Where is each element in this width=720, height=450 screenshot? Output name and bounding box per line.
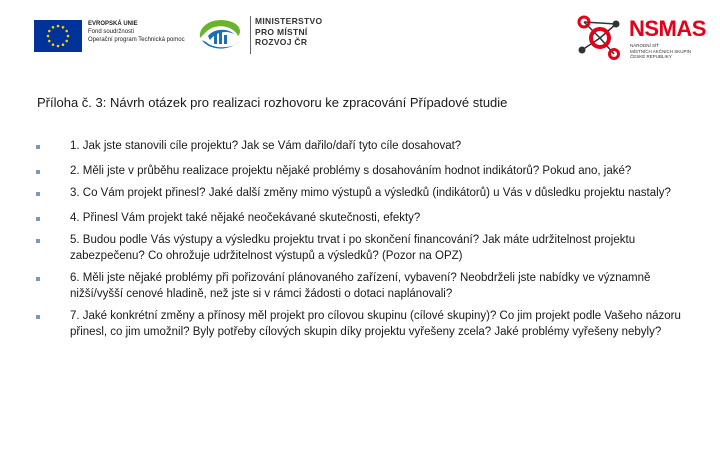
ministry-line: PRO MÍSTNÍ <box>255 26 308 37</box>
question-text: 2. Měli jste v průběhu realizace projektu nějaké problémy s dosahováním hodnot indikátorů? Pokud ano, jaké? <box>70 164 632 177</box>
nsmas-name: NSMAS <box>629 16 706 41</box>
page-title: Příloha č. 3: Návrh otázek pro realizaci rozhovoru ke zpracování Případové studie <box>37 95 508 110</box>
list-item <box>36 164 696 180</box>
eu-line: EVROPSKÁ UNIE <box>88 21 138 27</box>
question-text: 7. Jaké konkrétní změny a přínosy měl projekt pro cílovou skupinu (cílové skupiny)? Co jim projekt podle Vašeho názoru přinesl, co jim umožnil? Byly potřeby cílových skupin díky projektu vyřešeny zcela? Jaké problémy vyřešeny nebyly? <box>70 310 681 338</box>
nsmas-line: ČESKÉ REPUBLIKY <box>630 54 672 59</box>
eu-fund-text <box>88 20 185 44</box>
ministry-name <box>255 16 322 48</box>
ministry-line: MINISTERSTVO <box>255 16 323 26</box>
list-item <box>36 211 696 227</box>
mmr-divider <box>250 16 251 54</box>
mmr-logo-icon <box>194 14 246 56</box>
bullet-icon <box>36 315 40 319</box>
question-text: 1. Jak jste stanovili cíle projektu? Jak se Vám dařilo/daří tyto cíle dosahovat? <box>70 140 462 152</box>
question-text: 5. Budou podle Vás výstupy a výsledku projektu trvat i po skončení financování? Jak máte udržitelnost projektu zabezpečenu? Co ohrožuje udržitelnost výstupů a výsledků? (Pozor na OPZ) <box>70 234 636 262</box>
bullet-icon <box>36 192 40 196</box>
question-text: 4. Přinesl Vám projekt také nějaké neočekávané skutečnosti, efekty? <box>70 211 421 224</box>
bullet-icon <box>36 145 40 149</box>
list-item <box>36 233 696 264</box>
bullet-icon <box>36 217 40 221</box>
nsmas-logo-icon <box>572 10 628 66</box>
list-item <box>36 271 696 302</box>
bullet-icon <box>36 277 40 281</box>
eu-line: Operační program Technická pomoc <box>88 37 185 43</box>
bullet-icon <box>36 170 40 174</box>
nsmas-line: NÁRODNÍ SÍŤ <box>630 43 660 48</box>
nsmas-line: MÍSTNÍCH AKČNÍCH SKUPIN <box>630 48 692 54</box>
list-item <box>36 186 696 202</box>
eu-line: Fond soudržnosti <box>88 29 135 35</box>
logo-header <box>0 0 720 80</box>
question-text: 6. Měli jste nějaké problémy při pořizování plánovaného zařízení, vybavení? Neobdrželi jste nabídky ve významně nižší/vyšší cenové hladině, než jste si v rámci žádosti o dotaci naplánovali? <box>70 272 651 300</box>
list-item <box>36 309 696 340</box>
list-item <box>36 139 696 155</box>
eu-flag-icon <box>34 20 82 52</box>
ministry-line: ROZVOJ ČR <box>255 37 308 47</box>
nsmas-subtitle <box>630 43 691 60</box>
question-text: 3. Co Vám projekt přinesl? Jaké další změny mimo výstupů a výsledků (indikátorů) u Vás v důsledku projektu nastaly? <box>70 187 671 199</box>
bullet-icon <box>36 239 40 243</box>
question-list <box>36 139 696 340</box>
